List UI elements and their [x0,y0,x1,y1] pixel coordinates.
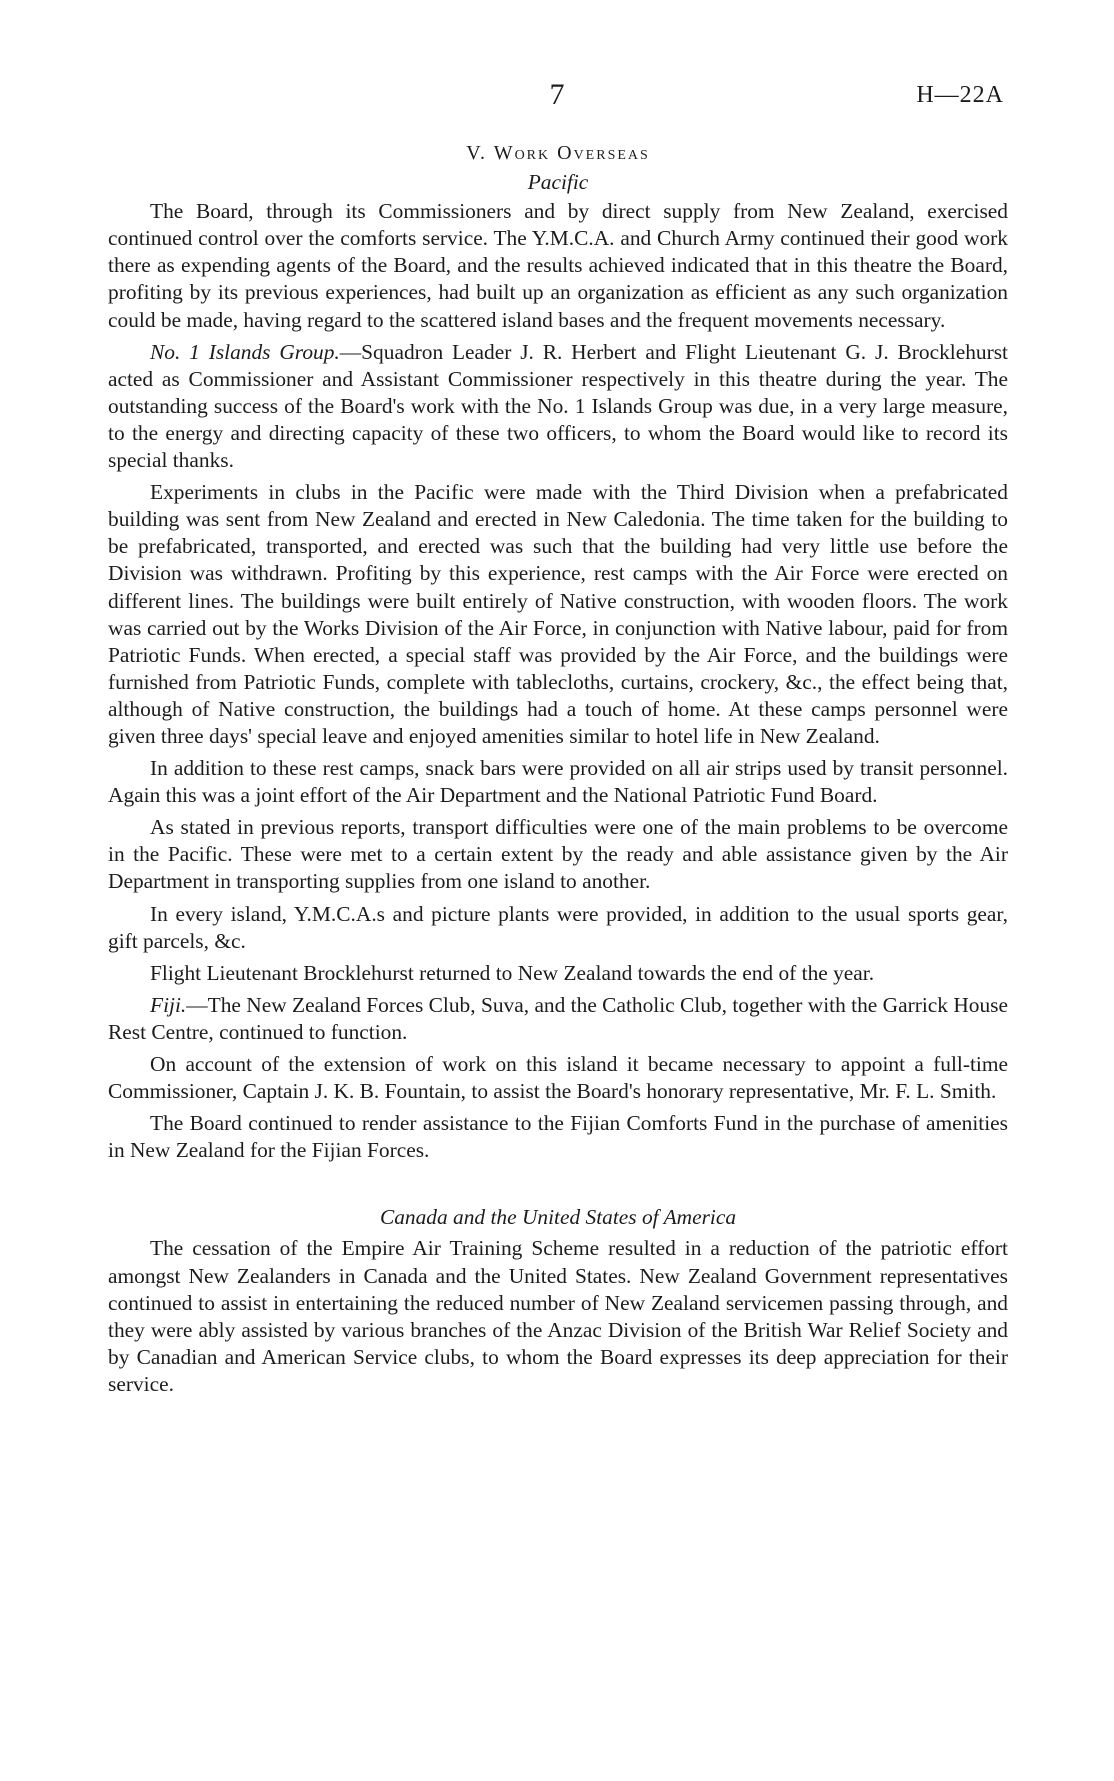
section-heading: V. Work Overseas [466,142,650,164]
page-number: 7 [549,78,565,111]
paragraph-text: —The New Zealand Forces Club, Suva, and the Catholic Club, together with the Garrick House Rest Centre, continued to function. [108,992,1008,1044]
paragraph-label: Fiji. [150,992,187,1017]
paragraph: The Board continued to render assistance to the Fijian Comforts Fund in the purchase of amenities in New Zealand for the Fijian Forces. [108,1111,1008,1163]
paragraph-label: No. 1 Islands Group. [150,339,340,364]
paragraph-text: —Squadron Leader J. R. Herbert and Flight Lieutenant G. J. Brocklehurst acted as Commissioner and Assistant Commissioner respectively in this theatre during the year. The outstanding success of the Board's work with the No. 1 Islands Group was due, in a very large measure, to the energy and directing capacity of these two officers, to whom the Board would like to record its special thanks. [108,339,1009,473]
paragraph: In addition to these rest camps, snack bars were provided on all air strips used by transit personnel. Again this was a joint effort of the Air Department and the National Patriotic Fund Board. [108,756,1008,808]
paragraph: The Board, through its Commissioners and by direct supply from New Zealand, exercised continued control over the comforts service. The Y.M.C.A. and Church Army continued their good work there as expending agents of the Board, and the results achieved indicated that in this theatre the Board, profiting by its previous experiences, had built up an organization as efficient as any such organization could be made, having regard to the scattered island bases and the frequent movements necessary. [108,199,1008,332]
document-reference: H—22A [916,82,1004,108]
paragraph-islands-group [108,339,1008,474]
paragraph: Flight Lieutenant Brocklehurst returned to New Zealand towards the end of the year. [150,960,875,985]
paragraph: Experiments in clubs in the Pacific were made with the Third Division when a prefabricated building was sent from New Zealand and erected in New Caledonia. The time taken for the building to be prefabricated, transported, and erected was such that the building had very little use before the Division was withdrawn. Profiting by this experience, rest camps with the Air Force were erected on different lines. The buildings were built entirely of Native construction, with wooden floors. The work was carried out by the Works Division of the Air Force, in conjunction with Native labour, paid for from Patriotic Funds. When erected, a special staff was provided by the Air Force, and the buildings were furnished from Patriotic Funds, complete with tablecloths, curtains, crockery, &c., the effect being that, although of Native construction, the buildings had a touch of home. At these camps personnel were given three days' special leave and enjoyed amenities similar to hotel life in New Zealand. [108,480,1008,748]
page-body [108,140,1008,1403]
page-header [0,78,1114,118]
paragraph-fiji [108,992,1008,1046]
paragraph: The cessation of the Empire Air Training Scheme resulted in a reduction of the patriotic effort amongst New Zealanders in Canada and the United States. New Zealand Government representatives continued to assist in entertaining the reduced number of New Zealand servicemen passing through, and they were ably assisted by various branches of the Anzac Division of the British War Relief Society and by Canadian and American Service clubs, to whom the Board expresses its deep appreciation for their service. [108,1236,1008,1396]
paragraph: In every island, Y.M.C.A.s and picture plants were provided, in addition to the usual sports gear, gift parcels, &c. [108,901,1008,953]
subheading-pacific: Pacific [527,170,589,195]
subheading-canada-usa: Canada and the United States of America [379,1205,737,1230]
paragraph: As stated in previous reports, transport difficulties were one of the main problems to be overcome in the Pacific. These were met to a certain extent by the ready and able assistance given by the Air Department in transporting supplies from one island to another. [108,815,1008,894]
paragraph: On account of the extension of work on this island it became necessary to appoint a full-time Commissioner, Captain J. K. B. Fountain, to assist the Board's honorary representative, Mr. F. L. Smith. [108,1052,1008,1104]
